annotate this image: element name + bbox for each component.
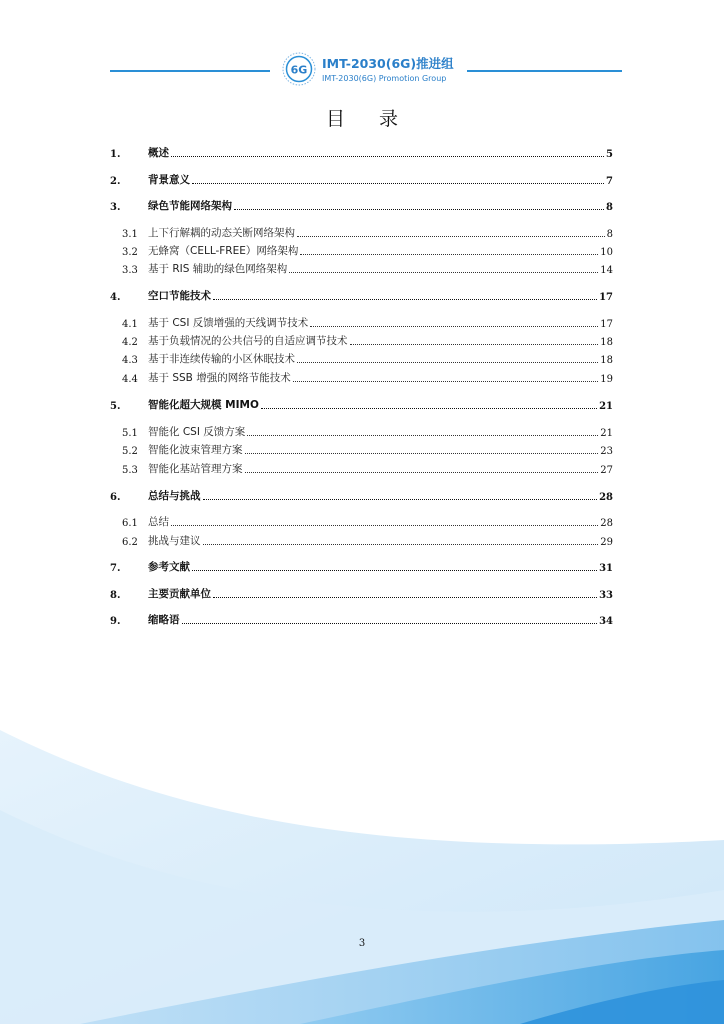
header-rule-left bbox=[110, 70, 270, 72]
toc-entry-number: 4. bbox=[110, 292, 121, 303]
toc-entry-page: 5 bbox=[606, 149, 613, 160]
toc-entry-title: 总结 bbox=[148, 516, 169, 528]
toc-entry-title: 智能化 CSI 反馈方案 bbox=[148, 426, 246, 438]
toc-entry-page: 34 bbox=[599, 616, 613, 627]
toc-entry-title: 智能化超大规模 MIMO bbox=[148, 399, 259, 411]
toc-entry-number: 3.2 bbox=[122, 247, 138, 258]
toc-entry[interactable] bbox=[110, 332, 613, 348]
toc-entry[interactable] bbox=[110, 487, 613, 503]
toc-entry-title: 上下行解耦的动态关断网络架构 bbox=[148, 227, 295, 239]
toc-entry[interactable] bbox=[110, 350, 613, 366]
toc-entry-page: 21 bbox=[600, 428, 613, 439]
toc-entry[interactable] bbox=[110, 171, 613, 187]
toc-entry-page: 19 bbox=[600, 374, 613, 385]
toc-dot-leader bbox=[245, 472, 599, 473]
toc-entry-page: 21 bbox=[599, 401, 613, 412]
toc-entry-number: 5.2 bbox=[122, 446, 138, 457]
toc-entry-title: 总结与挑战 bbox=[148, 490, 201, 502]
toc-entry[interactable] bbox=[110, 396, 613, 412]
toc-dot-leader bbox=[350, 344, 599, 345]
toc-entry[interactable] bbox=[110, 197, 613, 213]
toc-entry[interactable] bbox=[110, 287, 613, 303]
toc-entry-page: 17 bbox=[600, 319, 613, 330]
toc-entry[interactable] bbox=[110, 513, 613, 529]
toc-dot-leader bbox=[293, 381, 599, 382]
toc-dot-leader bbox=[203, 499, 598, 500]
toc-entry-title: 参考文献 bbox=[148, 561, 190, 573]
toc-entry-number: 4.4 bbox=[122, 374, 138, 385]
toc-entry-number: 4.2 bbox=[122, 337, 138, 348]
toc-entry-number: 5.1 bbox=[122, 428, 138, 439]
toc-entry[interactable] bbox=[110, 558, 613, 574]
toc-dot-leader bbox=[203, 544, 599, 545]
toc-entry-title: 智能化基站管理方案 bbox=[148, 463, 243, 475]
toc-dot-leader bbox=[234, 209, 604, 210]
toc-dot-leader bbox=[182, 623, 598, 624]
toc-dot-leader bbox=[261, 408, 597, 409]
toc-entry-page: 18 bbox=[600, 355, 613, 366]
header-rule-right bbox=[467, 70, 622, 72]
toc-entry[interactable] bbox=[110, 585, 613, 601]
toc-entry-title: 主要贡献单位 bbox=[148, 588, 211, 600]
toc-entry-number: 5. bbox=[110, 401, 121, 412]
toc-entry-page: 17 bbox=[599, 292, 613, 303]
brand-title: IMT-2030(6G)推进组 bbox=[322, 56, 454, 71]
toc-entry[interactable] bbox=[110, 144, 613, 160]
toc-entry-number: 3.1 bbox=[122, 229, 138, 240]
logo-text: 6G bbox=[290, 63, 308, 77]
toc-entry-page: 18 bbox=[600, 337, 613, 348]
toc-entry-page: 33 bbox=[599, 590, 613, 601]
toc-dot-leader bbox=[171, 156, 604, 157]
toc-entry[interactable] bbox=[110, 369, 613, 385]
toc-entry-title: 挑战与建议 bbox=[148, 535, 201, 547]
imt2030-logo-icon bbox=[282, 52, 316, 86]
toc-dot-leader bbox=[297, 362, 598, 363]
toc-dot-leader bbox=[171, 525, 598, 526]
toc-entry-title: 基于 CSI 反馈增强的天线调节技术 bbox=[148, 317, 309, 329]
toc-heading: 目 录 bbox=[325, 108, 413, 130]
toc-entry-title: 空口节能技术 bbox=[148, 290, 211, 302]
toc-dot-leader bbox=[192, 183, 604, 184]
toc-entry[interactable] bbox=[110, 611, 613, 627]
page-number: 3 bbox=[358, 938, 366, 949]
toc-entry-page: 8 bbox=[606, 229, 613, 240]
toc-entry-title: 无蜂窝（CELL-FREE）网络架构 bbox=[148, 245, 299, 257]
toc-entry-number: 5.3 bbox=[122, 465, 138, 476]
toc-entry-page: 8 bbox=[606, 202, 613, 213]
toc-entry-title: 智能化波束管理方案 bbox=[148, 444, 243, 456]
toc-dot-leader bbox=[213, 597, 597, 598]
toc-dot-leader bbox=[297, 236, 605, 237]
toc-entry-title: 缩略语 bbox=[148, 614, 180, 626]
toc-dot-leader bbox=[310, 326, 598, 327]
toc-entry-number: 4.3 bbox=[122, 355, 138, 366]
toc-entry-title: 概述 bbox=[148, 147, 169, 159]
toc-entry-number: 8. bbox=[110, 590, 121, 601]
toc-entry-page: 7 bbox=[606, 176, 613, 187]
toc-entry-page: 28 bbox=[600, 518, 613, 529]
toc-dot-leader bbox=[300, 254, 598, 255]
toc-entry-page: 27 bbox=[600, 465, 613, 476]
decorative-wave-background bbox=[0, 690, 724, 1024]
toc-entry-number: 3.3 bbox=[122, 265, 138, 276]
toc-entry[interactable] bbox=[110, 242, 613, 258]
toc-entry-number: 7. bbox=[110, 563, 121, 574]
toc-entry-title: 背景意义 bbox=[148, 174, 190, 186]
toc-dot-leader bbox=[245, 453, 599, 454]
toc-entry-page: 29 bbox=[600, 537, 613, 548]
brand-subtitle: IMT-2030(6G) Promotion Group bbox=[322, 74, 447, 83]
toc-entry[interactable] bbox=[110, 314, 613, 330]
toc-dot-leader bbox=[213, 299, 597, 300]
toc-entry-page: 23 bbox=[600, 446, 613, 457]
toc-entry-number: 6. bbox=[110, 492, 121, 503]
toc-entry[interactable] bbox=[110, 441, 613, 457]
toc-entry-number: 1. bbox=[110, 149, 121, 160]
toc-entry-title: 基于 SSB 增强的网络节能技术 bbox=[148, 372, 291, 384]
toc-entry-title: 基于负载情况的公共信号的自适应调节技术 bbox=[148, 335, 348, 347]
toc-entry-number: 6.1 bbox=[122, 518, 138, 529]
toc-entry-title: 基于 RIS 辅助的绿色网络架构 bbox=[148, 263, 288, 275]
page-header bbox=[0, 50, 724, 90]
toc-entry[interactable] bbox=[110, 224, 613, 240]
toc-entry-title: 绿色节能网络架构 bbox=[148, 200, 232, 212]
toc-entry-number: 6.2 bbox=[122, 537, 138, 548]
toc-entry[interactable] bbox=[110, 423, 613, 439]
toc-entry[interactable] bbox=[110, 260, 613, 276]
toc-entry-number: 2. bbox=[110, 176, 121, 187]
toc-entry-title: 基于非连续传输的小区休眠技术 bbox=[148, 353, 295, 365]
toc-dot-leader bbox=[289, 272, 598, 273]
toc-entry-number: 3. bbox=[110, 202, 121, 213]
toc-entry-number: 9. bbox=[110, 616, 121, 627]
toc-entry-page: 31 bbox=[599, 563, 613, 574]
toc-entry-page: 10 bbox=[600, 247, 613, 258]
toc-dot-leader bbox=[247, 435, 598, 436]
toc-entry[interactable] bbox=[110, 460, 613, 476]
toc-entry[interactable] bbox=[110, 532, 613, 548]
toc-entry-number: 4.1 bbox=[122, 319, 138, 330]
toc-entry-page: 14 bbox=[600, 265, 613, 276]
toc-dot-leader bbox=[192, 570, 597, 571]
toc-entry-page: 28 bbox=[599, 492, 613, 503]
